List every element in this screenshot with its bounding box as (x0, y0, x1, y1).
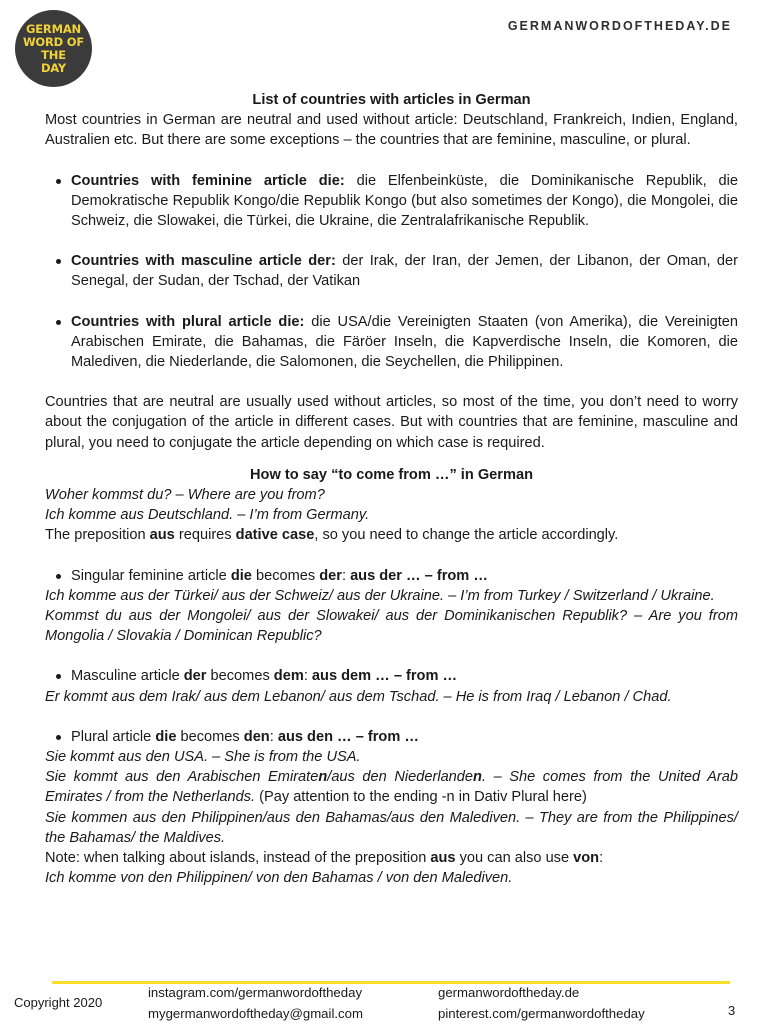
footer-email-link[interactable]: mygermanwordoftheday@gmail.com (148, 1006, 363, 1021)
footer-divider (52, 981, 730, 984)
footer-pinterest-link[interactable]: pinterest.com/germanwordoftheday (438, 1006, 645, 1021)
plural-list (45, 727, 738, 747)
page-number: 3 (728, 1003, 736, 1018)
example: Kommst du aus der Mongolei/ aus der Slowakei/ aus der Dominikanischen Republik? – Are you from Mongolia / Slovakia / Dominican Republic? (45, 608, 738, 645)
example: Er kommt aus dem Irak/ aus dem Lebanon/ aus dem Tschad. – He is from Iraq / Lebanon / Chad. (45, 688, 672, 705)
outro-paragraph: Countries that are neutral are usually used without articles, so most of the time, you don’t need to worry about the conjugation of the article in different cases. But with countries that are feminine, masculine and plural, you need to conjugate the article depending on which case is required. (45, 394, 738, 451)
feminine-list (45, 566, 738, 586)
logo (15, 10, 92, 87)
footer-site-link[interactable]: germanwordoftheday.de (438, 985, 580, 1000)
preposition-note: The preposition aus requires dative case, so you need to change the article accordingly. (45, 527, 619, 544)
example: Ich komme von den Philippinen/ von den Bahamas / von den Malediven. (45, 870, 513, 887)
logo-line: GERMAN (26, 21, 81, 36)
article-list (45, 171, 738, 373)
copyright: Copyright 2020 (14, 995, 103, 1010)
document-body (45, 90, 738, 889)
list-item: Countries with plural article die: die USA/die Vereinigten Staaten (von Amerika), die Vereinigten Arabischen Emirate, die Bahamas, die Färöer Inseln, die Kapverdische Inseln, die Komoren, die Malediven, die Niederlande, die Salomonen, die Seychellen, die Philippinen. (45, 312, 738, 373)
islands-note: Note: when talking about islands, instead of the preposition aus you can also use von: (45, 850, 604, 867)
logo-line: WORD OF THE (22, 34, 85, 62)
logo-line: DAY (40, 60, 67, 75)
section-title: How to say “to come from …” in German (249, 466, 533, 483)
example: Woher kommst du? – Where are you from? (45, 487, 325, 504)
example: Ich komme aus Deutschland. – I’m from Germany. (45, 507, 370, 524)
list-item: Singular feminine article die becomes der: aus der … – from … (45, 566, 738, 586)
example: Sie kommt aus den Arabischen Emiraten/aus den Niederlanden. – She comes from the United Arab Emirates / from the Netherlands. (Pay attention to the ending -n in Dativ Plural here) (45, 769, 738, 806)
list-item: Countries with feminine article die: die Elfenbeinküste, die Dominikanische Republik, die Demokratische Republik Kongo/die Republik Kongo (but also sometimes der Kongo), die Mongolei, die Schweiz, die Slowakei, die Türkei, die Ukraine, die Zentralafrikanische Republik. (45, 171, 738, 232)
example: Ich komme aus der Türkei/ aus der Schweiz/ aus der Ukraine. – I’m from Turkey / Switzerland / Ukraine. (45, 587, 715, 604)
masculine-list (45, 666, 738, 686)
header-site-url: GERMANWORDOFTHEDAY.DE (507, 19, 732, 33)
example: Sie kommt aus den USA. – She is from the USA. (45, 749, 361, 766)
list-item: Plural article die becomes den: aus den … – from … (45, 727, 738, 747)
list-item: Masculine article der becomes dem: aus dem … – from … (45, 666, 738, 686)
list-item: Countries with masculine article der: der Irak, der Iran, der Jemen, der Libanon, der Oman, der Senegal, der Sudan, der Tschad, der Vatikan (45, 251, 738, 291)
footer-instagram-link[interactable]: instagram.com/germanwordoftheday (148, 985, 363, 1000)
intro-paragraph: Most countries in German are neutral and used without article: Deutschland, Frankreich, Indien, England, Australien etc. But there are some exceptions – the countries that are feminine, masculine, or plural. (45, 112, 738, 149)
example: Sie kommen aus den Philippinen/aus den Bahamas/aus den Malediven. – They are from the Philippines/ the Bahamas/ the Maldives. (45, 809, 738, 846)
section-title: List of countries with articles in German (252, 92, 531, 108)
